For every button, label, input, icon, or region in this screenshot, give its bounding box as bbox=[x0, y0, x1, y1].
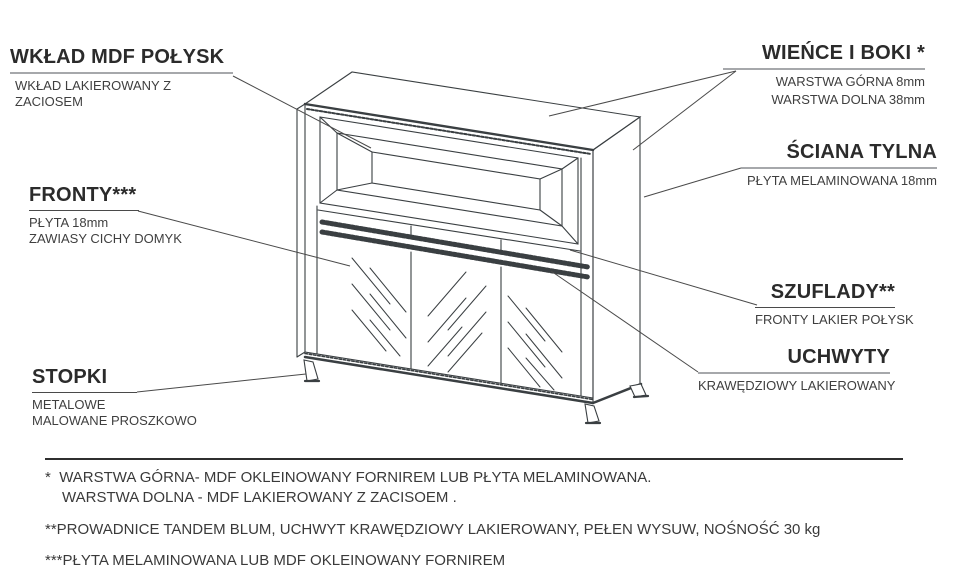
callout-wience-title: WIEŃCE I BOKI * bbox=[723, 42, 925, 70]
callout-stopki-title: STOPKI bbox=[32, 366, 137, 393]
callout-sciana-sub: PŁYTA MELAMINOWANA 18mm bbox=[747, 173, 937, 188]
footnote-divider bbox=[45, 458, 903, 460]
metal-feet bbox=[304, 360, 648, 423]
callout-uchwyty-title: UCHWYTY bbox=[698, 346, 890, 374]
callout-sciana-title: ŚCIANA TYLNA bbox=[741, 141, 937, 169]
leader-uchwyty bbox=[551, 271, 698, 372]
footnote-1b: WARSTWA DOLNA - MDF LAKIEROWANY Z ZACISOEM . bbox=[62, 489, 457, 507]
footnote-2: **PROWADNICE TANDEM BLUM, UCHWYT KRAWĘDZIOWY LAKIEROWANY, PEŁEN WYSUW, NOŚNOŚĆ 30 kg bbox=[45, 520, 821, 538]
footnote-3: ***PŁYTA MELAMINOWANA LUB MDF OKLEINOWANY FORNIREM bbox=[45, 551, 506, 569]
callout-wience bbox=[723, 42, 925, 108]
edge-handle-strip bbox=[322, 232, 588, 277]
leader-szuflady bbox=[570, 250, 757, 305]
leader-stopki bbox=[137, 374, 306, 392]
footnotes bbox=[45, 468, 925, 571]
callout-stopki-sub2: MALOWANE PROSZKOWO bbox=[32, 412, 197, 428]
callout-szuflady-sub: FRONTY LAKIER POŁYSK bbox=[755, 312, 914, 327]
callout-sciana bbox=[741, 141, 937, 189]
callout-fronty-sub2: ZAWIASY CICHY DOMYK bbox=[29, 230, 182, 246]
callout-uchwyty bbox=[698, 346, 896, 394]
leader-lines bbox=[137, 71, 757, 392]
foot-front-left bbox=[304, 360, 318, 381]
footnote-1-marker: * bbox=[45, 469, 51, 486]
callout-wklad bbox=[10, 46, 233, 110]
callout-stopki-sub1: METALOWE bbox=[32, 397, 106, 412]
gloss-hatch-right-door bbox=[508, 296, 562, 390]
cabinet-front-face bbox=[305, 104, 593, 398]
callout-szuflady bbox=[755, 281, 914, 328]
leader-wience-side bbox=[633, 71, 736, 150]
callout-szuflady-title: SZUFLADY** bbox=[755, 281, 895, 308]
callout-wience-sub1: WARSTWA GÓRNA 8mm bbox=[775, 74, 925, 89]
footnote-1-text: WARSTWA GÓRNA- MDF OKLEINOWANY FORNIREM LUB PŁYTA MELAMINOWANA. bbox=[59, 469, 652, 486]
callout-wklad-sub: WKŁAD LAKIEROWANY Z ZACIOSEM bbox=[15, 78, 172, 109]
door-fronts bbox=[352, 252, 562, 390]
cabinet-body bbox=[297, 72, 648, 423]
callout-stopki bbox=[32, 366, 197, 429]
edge-handle-strip bbox=[322, 222, 588, 267]
drawer-row bbox=[318, 210, 588, 277]
foot-back-right bbox=[630, 384, 646, 397]
cabinet-top-face bbox=[305, 72, 640, 150]
leader-wklad bbox=[233, 76, 371, 148]
footnote-1 bbox=[45, 468, 925, 488]
callout-fronty-sub1: PŁYTA 18mm bbox=[29, 215, 109, 230]
niche-open-shelf bbox=[320, 117, 578, 244]
leader-wience-top bbox=[549, 71, 736, 116]
cabinet-right-side bbox=[593, 117, 640, 403]
gloss-hatch-center-door bbox=[428, 272, 486, 372]
callout-wklad-title: WKŁAD MDF POŁYSK bbox=[10, 46, 233, 74]
callout-fronty-title: FRONTY*** bbox=[29, 184, 139, 211]
callout-uchwyty-sub: KRAWĘDZIOWY LAKIEROWANY bbox=[698, 378, 896, 393]
gloss-hatch-left-door bbox=[352, 258, 406, 356]
foot-front-right bbox=[585, 404, 599, 423]
callout-wience-sub2: WARSTWA DOLNA 38mm bbox=[771, 91, 925, 107]
callout-fronty bbox=[29, 184, 182, 247]
leader-sciana bbox=[644, 168, 741, 197]
